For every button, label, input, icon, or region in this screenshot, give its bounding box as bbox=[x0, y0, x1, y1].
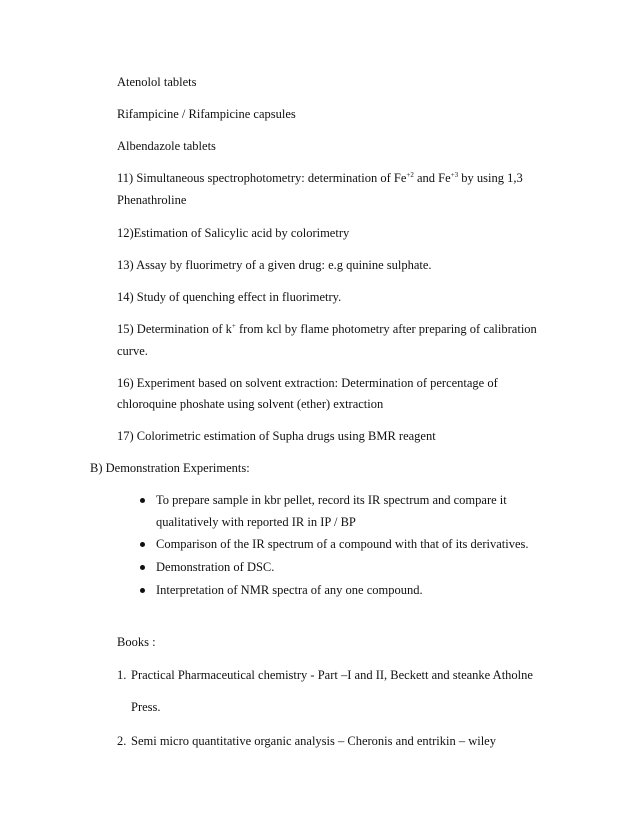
books-heading: Books : bbox=[117, 635, 156, 649]
superscript: +2 bbox=[406, 171, 414, 179]
bullet-icon bbox=[140, 542, 145, 547]
item-15-part: 15) Determination of k bbox=[117, 322, 232, 336]
book-number: 2. bbox=[117, 734, 127, 748]
item-15-part: from kcl by flame photometry after preparing of calibration bbox=[235, 322, 537, 336]
section-heading: B) Demonstration Experiments: bbox=[90, 461, 250, 475]
text-line: Rifampicine / Rifampicine capsules bbox=[117, 107, 296, 121]
text-line: 12)Estimation of Salicylic acid by colorimetry bbox=[117, 226, 350, 240]
book-entry-continuation: Press. bbox=[131, 700, 161, 714]
book-entry: Practical Pharmaceutical chemistry - Part –I and II, Beckett and steanke Atholne bbox=[131, 668, 533, 682]
list-item: Comparison of the IR spectrum of a compound with that of its derivatives. bbox=[156, 537, 529, 551]
text-line: Albendazole tablets bbox=[117, 139, 216, 153]
text-line: 14) Study of quenching effect in fluorimetry. bbox=[117, 290, 342, 304]
list-item-continuation: qualitatively with reported IR in IP / BP bbox=[156, 515, 356, 529]
text-line: chloroquine phoshate using solvent (ether) extraction bbox=[117, 397, 384, 411]
bullet-icon bbox=[140, 498, 145, 503]
superscript: + bbox=[231, 322, 236, 330]
bullet-icon bbox=[140, 565, 145, 570]
text-line: 16) Experiment based on solvent extraction: Determination of percentage of bbox=[117, 376, 498, 390]
list-item: Interpretation of NMR spectra of any one compound. bbox=[156, 583, 423, 597]
text-line: Phenathroline bbox=[117, 193, 187, 207]
bullet-icon bbox=[140, 588, 145, 593]
item-11-part: by using 1,3 bbox=[458, 171, 523, 185]
book-number: 1. bbox=[117, 668, 127, 682]
item-15 bbox=[117, 321, 537, 337]
item-11-part: and Fe bbox=[413, 171, 451, 185]
book-entry: Semi micro quantitative organic analysis – Cheronis and entrikin – wiley bbox=[131, 734, 496, 748]
text-line: Atenolol tablets bbox=[117, 75, 197, 89]
superscript: +3 bbox=[450, 171, 459, 179]
text-line: 13) Assay by fluorimetry of a given drug: e.g quinine sulphate. bbox=[117, 258, 432, 272]
list-item: To prepare sample in kbr pellet, record its IR spectrum and compare it bbox=[156, 493, 507, 507]
item-11-part: 11) Simultaneous spectrophotometry: determination of Fe bbox=[117, 171, 407, 185]
text-line: 17) Colorimetric estimation of Supha drugs using BMR reagent bbox=[117, 429, 436, 443]
item-11 bbox=[117, 170, 523, 186]
list-item: Demonstration of DSC. bbox=[156, 560, 275, 574]
text-line: curve. bbox=[117, 344, 148, 358]
